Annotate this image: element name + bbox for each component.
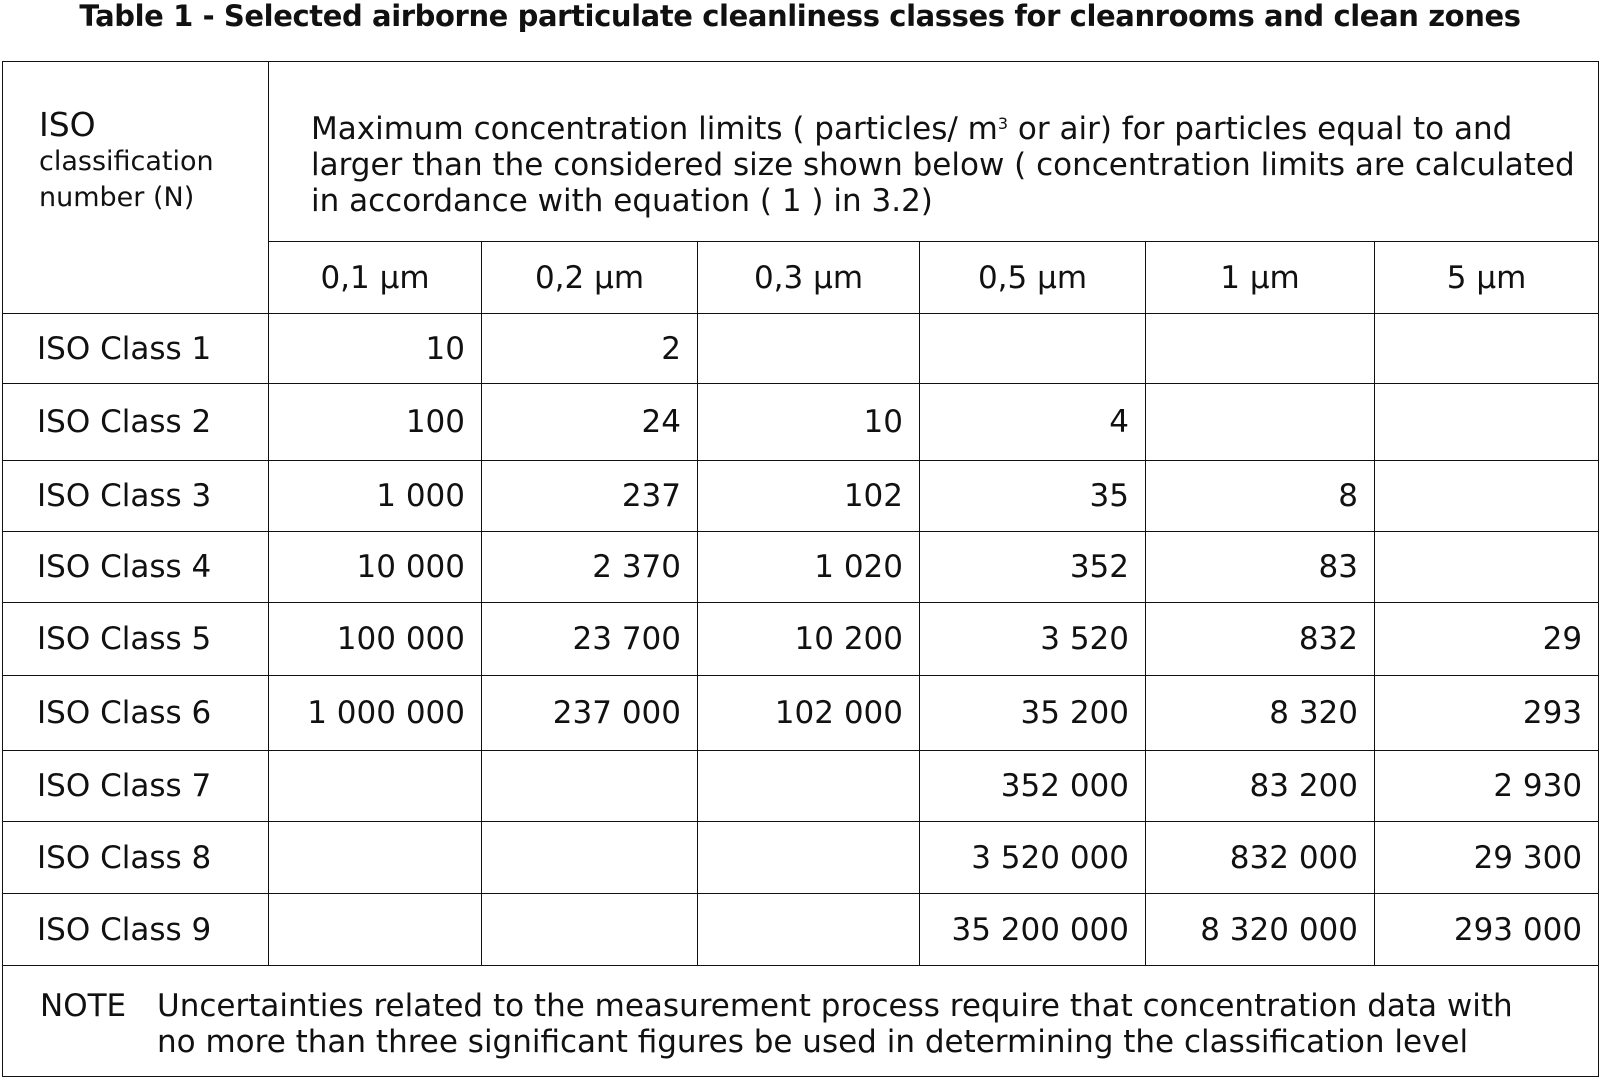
value-cell [1375,461,1599,532]
table-row [3,603,1599,676]
value-cell: 352 000 [920,751,1146,822]
max-concentration-header: Maximum concentration limits ( particles/ $m^3$ or air) for particles equal to and larger than the considered size shown below ( concentration limits are calculated in accordance with equation ( 1 ) in 3.2) [269,62,1599,242]
value-cell: 2 370 [482,532,698,603]
value-cell: 1 020 [698,532,920,603]
value-cell: 3 520 000 [920,822,1146,894]
size-header-cell: 0,5 µm [920,242,1146,314]
value-cell: 352 [920,532,1146,603]
value-cell [269,751,482,822]
value-cell: 35 [920,461,1146,532]
value-cell [698,822,920,894]
value-cell: 83 [1146,532,1375,603]
value-cell: 100 000 [269,603,482,676]
value-cell: 832 [1146,603,1375,676]
value-cell: 100 [269,384,482,461]
iso-header-line2: classification [39,146,214,177]
cleanliness-class-table [2,61,1599,1077]
value-cell [1375,532,1599,603]
table-row [3,461,1599,532]
value-cell: 10 200 [698,603,920,676]
value-cell: 8 320 [1146,676,1375,751]
value-cell [269,894,482,966]
class-label: ISO Class 9 [3,894,269,966]
size-header-cell: 0,2 µm [482,242,698,314]
value-cell [482,751,698,822]
table-title: Table 1 - Selected airborne particulate cleanliness classes for cleanrooms and clean zones [79,0,1521,33]
value-cell: 2 930 [1375,751,1599,822]
size-header-cell: 5 µm [1375,242,1599,314]
value-cell [698,314,920,384]
table-row [3,676,1599,751]
class-label: ISO Class 6 [3,676,269,751]
class-label: ISO Class 2 [3,384,269,461]
value-cell: 24 [482,384,698,461]
size-header-cell: 0,3 µm [698,242,920,314]
value-cell [482,894,698,966]
value-cell: 29 300 [1375,822,1599,894]
value-cell: 2 [482,314,698,384]
value-cell: 35 200 [920,676,1146,751]
class-label: ISO Class 5 [3,603,269,676]
value-cell [1146,314,1375,384]
table-row [3,384,1599,461]
value-cell [1375,314,1599,384]
class-label: ISO Class 4 [3,532,269,603]
note-row [3,966,1599,1077]
table-row [3,894,1599,966]
iso-header-line1: ISO [39,105,96,144]
value-cell: 1 000 [269,461,482,532]
value-cell: 29 [1375,603,1599,676]
value-cell: 832 000 [1146,822,1375,894]
size-header-cell: 1 µm [1146,242,1375,314]
value-cell: 3 520 [920,603,1146,676]
class-label: ISO Class 1 [3,314,269,384]
class-label: ISO Class 7 [3,751,269,822]
table-row [3,822,1599,894]
value-cell: 4 [920,384,1146,461]
size-header-cell: 0,1 µm [269,242,482,314]
value-cell: 83 200 [1146,751,1375,822]
value-cell [1375,384,1599,461]
table-row [3,751,1599,822]
value-cell: 1 000 000 [269,676,482,751]
note-label: NOTE [40,988,127,1024]
value-cell: 293 [1375,676,1599,751]
class-label: ISO Class 3 [3,461,269,532]
value-cell: 8 320 000 [1146,894,1375,966]
table-row [3,532,1599,603]
value-cell: 35 200 000 [920,894,1146,966]
value-cell: 237 [482,461,698,532]
value-cell [698,894,920,966]
header-row-top [3,62,1599,242]
value-cell: 293 000 [1375,894,1599,966]
value-cell: 102 [698,461,920,532]
table-row [3,314,1599,384]
note-text: Uncertainties related to the measurement process require that concentration data with no more than three significant figures be used in determining the classification level [157,988,1513,1060]
value-cell [482,822,698,894]
value-cell [920,314,1146,384]
value-cell: 237 000 [482,676,698,751]
value-cell: 10 [698,384,920,461]
value-cell: 23 700 [482,603,698,676]
value-cell: 10 000 [269,532,482,603]
iso-header-line3: number (N) [39,182,195,213]
value-cell: 102 000 [698,676,920,751]
value-cell [698,751,920,822]
value-cell: 10 [269,314,482,384]
class-label: ISO Class 8 [3,822,269,894]
value-cell [269,822,482,894]
value-cell: 8 [1146,461,1375,532]
iso-number-header [3,62,269,314]
note-cell [3,966,1599,1077]
value-cell [1146,384,1375,461]
